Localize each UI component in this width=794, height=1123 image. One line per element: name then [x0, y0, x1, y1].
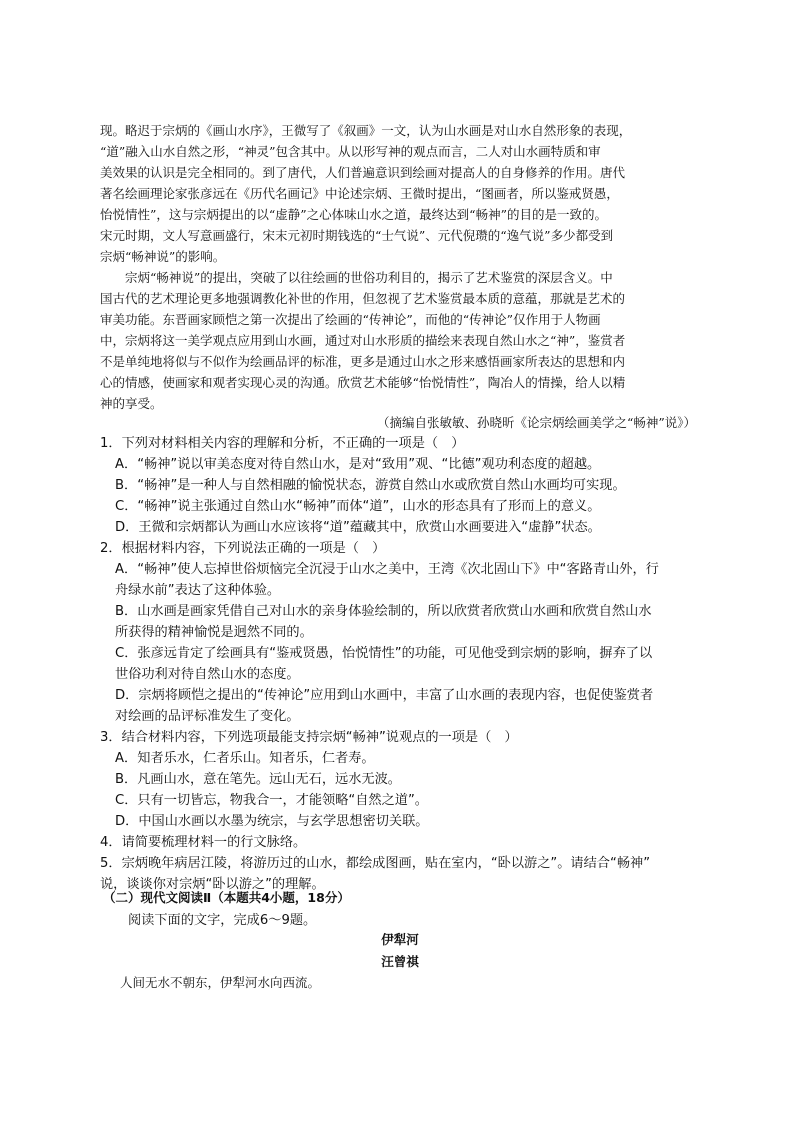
text-line: 心的情感，使画家和观者实现心灵的沟通。欣赏艺术能够“怡悦情性”，陶冶人的情操，给人以精 [100, 375, 626, 390]
question-stem: 3．结合材料内容，下列选项最能支持宗炳“畅神”说观点的一项是（ ） [100, 730, 518, 745]
option-b: B．凡画山水，意在笔先。远山无石，远水无波。 [115, 772, 401, 787]
story-author: 汪曾祺 [381, 954, 419, 969]
question-3 [100, 727, 696, 832]
option-c [100, 643, 696, 685]
story-title: 伊犁河 [381, 932, 419, 947]
text-line: 宗炳“畅神说”的影响。 [100, 249, 226, 264]
question-stem: 5．宗炳晚年病居江陵，将游历过的山水，都绘成图画，贴在室内，“卧以游之”。请结合“畅神” [100, 856, 651, 871]
option-line: A．“畅神”使人忘掉世俗烦恼完全沉浸于山水之美中，王湾《次北固山下》中“客路青山外，行 [115, 562, 659, 577]
text-line: 宗炳“畅神说”的提出，突破了以往绘画的世俗功利目的，揭示了艺术鉴赏的深层含义。中 [125, 270, 613, 285]
source-citation: （摘编自张敏敏、孙晓昕《论宗炳绘画美学之“畅神”说》） [376, 415, 696, 430]
option-a [100, 559, 696, 601]
paragraph-1 [100, 120, 696, 267]
option-line: D．宗炳将顾恺之提出的“传神论”应用到山水画中，丰富了山水画的表现内容，也促使鉴赏者 [115, 688, 654, 703]
question-stem: 2．根据材料内容，下列说法正确的一项是（ ） [100, 541, 386, 556]
option-line: 对绘画的品评标准发生了变化。 [115, 709, 300, 724]
option-c: C．只有一切皆忘，物我合一，才能领略“自然之道”。 [115, 793, 428, 808]
option-line: 世俗功利对待自然山水的态度。 [115, 667, 300, 682]
option-line: 所获得的精神愉悦是迥然不同的。 [115, 625, 313, 640]
option-a: A．知者乐水，仁者乐山。知者乐，仁者寿。 [115, 751, 375, 766]
paragraph-2 [100, 267, 696, 414]
question-list [100, 433, 696, 895]
question-stem-continued: 说，谈谈你对宗炳“卧以游之”的理解。 [100, 877, 325, 892]
option-line: C．张彦远肯定了绘画具有“鉴戒贤愚，怡悦情性”的功能，可见他受到宗炳的影响，摒弃了以 [115, 646, 653, 661]
text-line: 中，宗炳将这一美学观点应用到山水画，通过对山水形质的描绘来表现自然山水之“神”，鉴赏者 [100, 333, 626, 348]
option-c: C．“畅神”说主张通过自然山水“畅神”而体“道”，山水的形态具有了形而上的意义。 [115, 499, 601, 514]
text-line: “道”融入山水自然之形，“神灵”包含其中。从以形写神的观点而言，二人对山水画特质和审 [100, 144, 601, 159]
passage-text [100, 120, 696, 414]
option-d [100, 685, 696, 727]
text-line: 著名绘画理论家张彦远在《历代名画记》中论述宗炳、王微时提出，“图画者，所以鉴戒贤愚， [100, 186, 619, 201]
text-line: 审美功能。东晋画家顾恺之第一次提出了绘画的“传神论”，而他的“传神论”仅作用于人物画 [100, 312, 601, 327]
text-line: 国古代的艺术理论更多地强调教化补世的作用，但忽视了艺术鉴赏最本质的意蕴，那就是艺术的 [100, 291, 626, 306]
question-stem: 1．下列对材料相关内容的理解和分析，不正确的一项是（ ） [100, 436, 465, 451]
option-b: B．“畅神”是一种人与自然相融的愉悦状态，游赏自然山水或欣赏自然山水画均可实现。 [115, 478, 626, 493]
text-line: 现。略迟于宗炳的《画山水序》，王微写了《叙画》一文，认为山水画是对山水自然形象的表现， [100, 123, 632, 138]
story-first-line: 人间无水不朝东，伊犁河水向西流。 [120, 975, 321, 990]
option-d: D．王微和宗炳都认为画山水应该将“道”蕴藏其中，欣赏山水画要进入“虚静”状态。 [115, 520, 601, 535]
text-line: 怡悦情性”，这与宗炳提出的以“虚静”之心体味山水之道，最终达到“畅神”的目的是一致的。 [100, 207, 607, 222]
question-1 [100, 433, 696, 538]
option-a: A．“畅神”说以审美态度对待自然山水，是对“致用”观、“比德”观功利态度的超越。 [115, 457, 601, 472]
reading-instruction: 阅读下面的文字，完成6～9题。 [128, 913, 317, 928]
option-d: D．中国山水画以水墨为统宗，与玄学思想密切关联。 [115, 814, 429, 829]
text-line: 美效果的认识是完全相同的。到了唐代，人们普遍意识到绘画对提高人的自身修养的作用。唐代 [100, 165, 626, 180]
text-line: 宋元时期，文人写意画盛行，宋末元初时期钱选的“士气说”、元代倪瓒的“逸气说”多少都受到 [100, 228, 614, 243]
section-heading: （二）现代文阅读Ⅱ（本题共4小题，18分） [103, 890, 350, 905]
question-4 [100, 832, 696, 853]
question-stem: 4．请简要梳理材料一的行文脉络。 [100, 835, 307, 850]
option-line: B．山水画是画家凭借自己对山水的亲身体验绘制的，所以欣赏者欣赏山水画和欣赏自然山水 [115, 604, 652, 619]
option-line: 舟绿水前”表达了这种体验。 [115, 583, 281, 598]
text-line: 神的享受。 [100, 396, 163, 411]
text-line: 不是单纯地将似与不似作为绘画品评的标准，更多是通过山水之形来感悟画家所表达的思想和内 [100, 354, 626, 369]
question-2 [100, 538, 696, 727]
option-b [100, 601, 696, 643]
